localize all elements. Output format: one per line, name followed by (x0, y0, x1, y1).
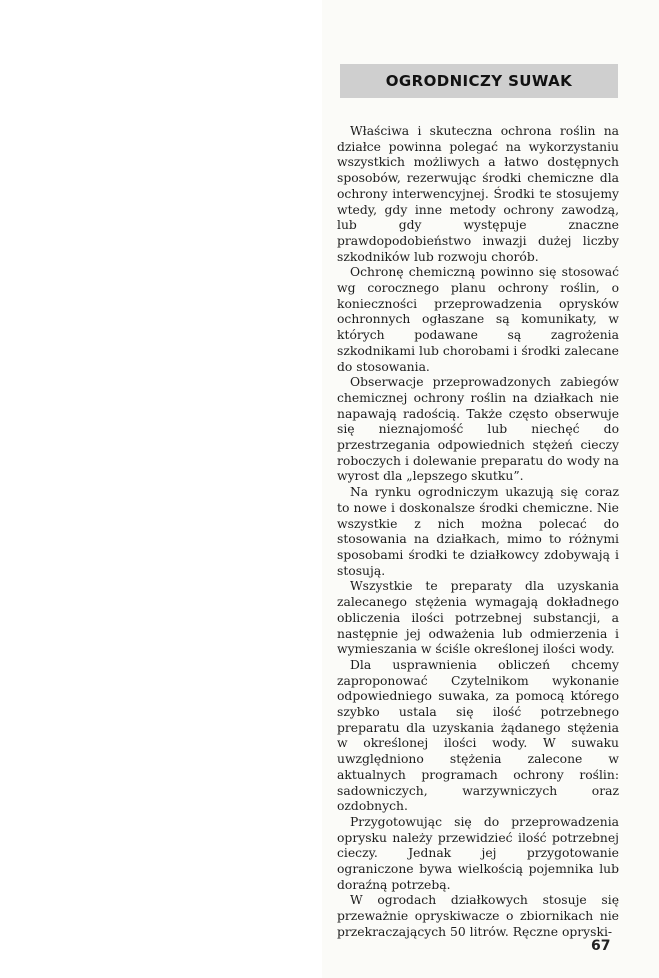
paragraph: Dla usprawnienia obliczeń chcemy zaproponować Czytelnikom wykonanie odpowiedniego suwaka, za pomocą którego szybko ustala się ilość potrzebnego preparatu dla uzyskania żądanego stężenia w określonej ilości wody. W suwaku uwzględniono stężenia zalecone w aktualnych programach ochrony roślin: sadowniczych, warzywniczych oraz ozdobnych. (337, 657, 619, 814)
paragraph: Wszystkie te preparaty dla uzyskania zalecanego stężenia wymagają dokładnego obliczenia ilości potrzebnej substancji, a następnie jej odważenia lub odmierzenia i wymieszania w ściśle określonej ilości wody. (337, 579, 619, 657)
paragraph: Obserwacje przeprowadzonych zabiegów chemicznej ochrony roślin na działkach nie napawają radością. Także często obserwuje się nieznajomość lub niechęć do przestrzegania odpowiednich stężeń cieczy roboczych i dolewanie preparatu do wody na wyrost dla „lepszego skutku”. (337, 375, 619, 484)
article-body (337, 124, 619, 941)
article-title: OGRODNICZY SUWAK (385, 72, 573, 90)
title-banner (340, 64, 618, 98)
paragraph: Właściwa i skuteczna ochrona roślin na działce powinna polegać na wykorzystaniu wszystkich możliwych a łatwo dostępnych sposobów, rezerwując środki chemiczne dla ochrony interwencyjnej. Środki te stosujemy wtedy, gdy inne metody ochrony zawodzą, lub gdy występuje znaczne prawdopodobieństwo inwazji dużej liczby szkodników lub rozwoju chorób. (337, 124, 619, 264)
paragraph: W ogrodach działkowych stosuje się przeważnie opryskiwacze o zbiornikach nie przekraczających 50 litrów. Ręczne opryski- (337, 893, 619, 939)
blank-margin (0, 0, 322, 978)
paragraph: Przygotowując się do przeprowadzenia oprysku należy przewidzieć ilość potrzebnej cieczy. Jednak jej przygotowanie ograniczone bywa wielkością pojemnika lub doraźną potrzebą. (337, 814, 619, 892)
paragraph: Na rynku ogrodniczym ukazują się coraz to nowe i doskonalsze środki chemiczne. Nie wszystkie z nich można polecać do stosowania na działkach, mimo to różnymi sposobami środki te działkowcy zdobywają i stosują. (337, 485, 619, 578)
page-number: 67 (591, 938, 611, 954)
paragraph: Ochronę chemiczną powinno się stosować wg corocznego planu ochrony roślin, o konieczności przeprowadzenia oprysków ochronnych ogłaszane są komunikaty, w których podawane są zagrożenia szkodnikami lub chorobami i środki zalecane do stosowania. (337, 265, 619, 374)
